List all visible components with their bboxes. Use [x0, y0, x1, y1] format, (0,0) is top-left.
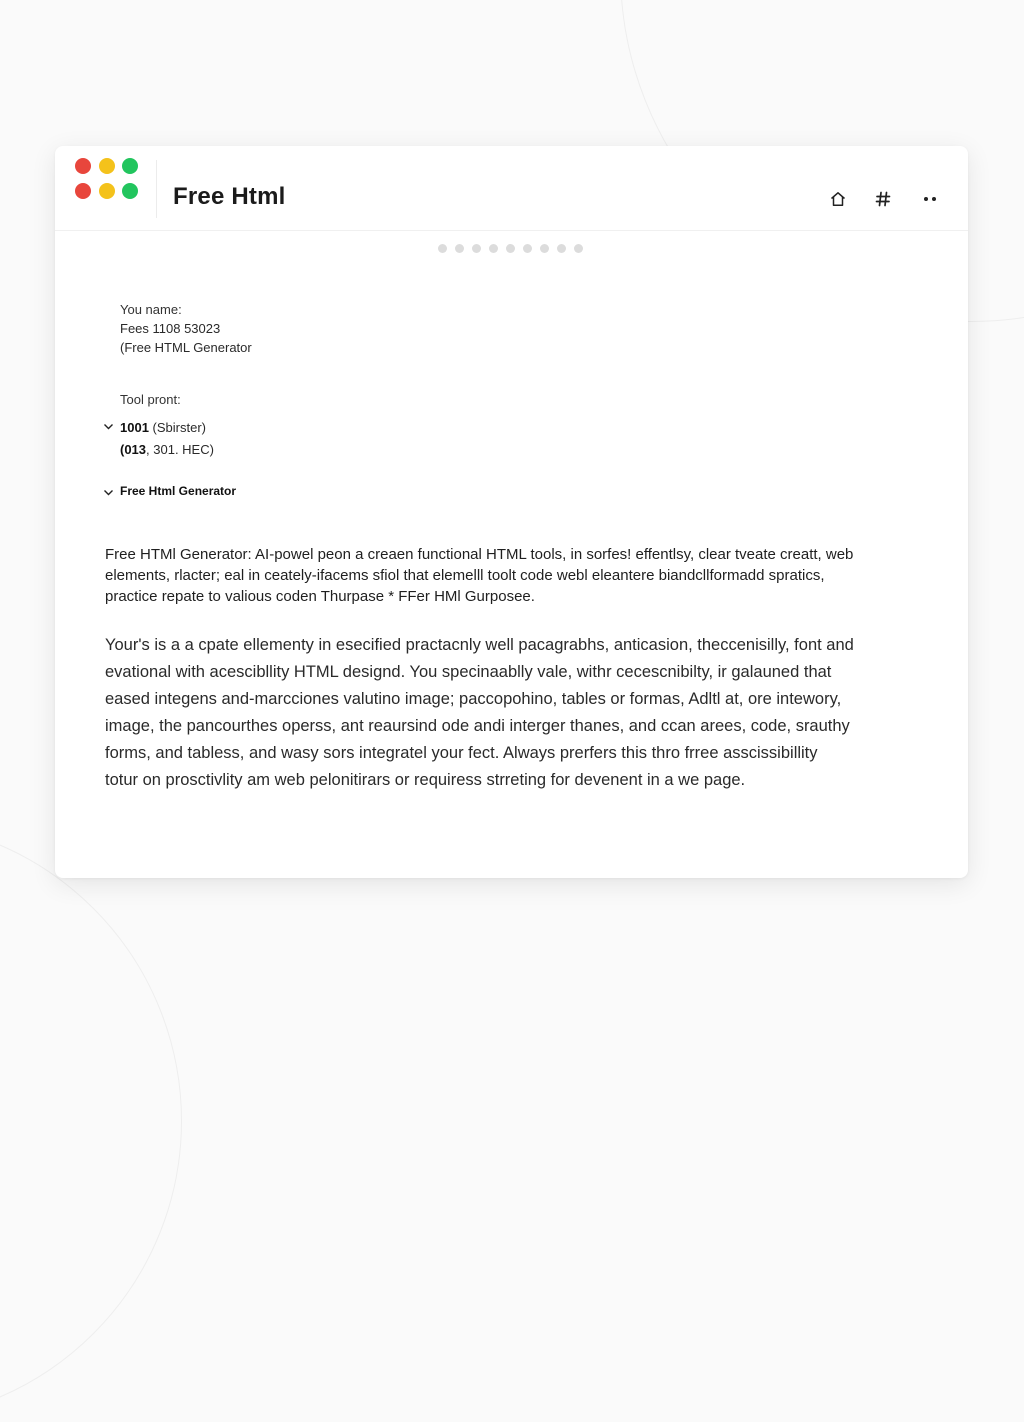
close-dot[interactable] — [75, 183, 91, 199]
tool-item-code: 1001 — [120, 420, 149, 435]
minimize-dot[interactable] — [99, 183, 115, 199]
generator-label: Free Html Generator — [120, 484, 237, 498]
minimize-dot[interactable] — [99, 158, 115, 174]
traffic-lights — [75, 158, 145, 202]
maximize-dot[interactable] — [122, 158, 138, 174]
body-line: eased integens and-marcciones valutino image; paccopohino, tables or formas, Adltl at, ore intewory, — [105, 690, 842, 708]
body-paragraph — [105, 632, 925, 794]
tool-item-name: (Sbirster) — [148, 420, 206, 435]
intro-line: elements, rlacter; eal in ceately-ifacems sfiol that elemelll toolt code webl eleantere biandcllformadd spratics, — [105, 567, 825, 584]
title-divider — [156, 160, 157, 218]
tool-item[interactable] — [120, 418, 214, 437]
app-title: Free Html — [173, 183, 286, 210]
body-line: Your's is a a cpate ellementy in esecified practacnly well pacagrabhs, anticasion, theccenisilly, font and — [105, 636, 854, 654]
step-dot[interactable] — [489, 244, 498, 253]
title-bar — [55, 146, 968, 231]
intro-paragraph — [105, 546, 925, 609]
check-icon — [103, 487, 114, 498]
name-subtitle: (Free HTML Generator — [120, 340, 252, 355]
app-window — [55, 146, 968, 878]
check-icon — [103, 421, 114, 432]
step-indicator — [438, 244, 583, 256]
step-dot[interactable] — [455, 244, 464, 253]
background-arc — [0, 820, 182, 1422]
step-dot[interactable] — [523, 244, 532, 253]
tool-label: Tool pront: — [120, 392, 181, 407]
body-line: forms, and tabless, and wasy sors integratel your fect. Always prerfers this thro frree asscissibillity — [105, 744, 818, 762]
body-line: evational with acescibllity HTML designd. You specinaablly vale, withr cecescnibilty, ir galauned that — [105, 663, 832, 681]
tool-block — [120, 390, 214, 459]
maximize-dot[interactable] — [122, 183, 138, 199]
name-label: You name: — [120, 302, 182, 317]
step-dot[interactable] — [557, 244, 566, 253]
step-dot[interactable] — [438, 244, 447, 253]
step-dot[interactable] — [540, 244, 549, 253]
body-line: image, the pancourthes operss, ant reaursind ode andi interger thanes, and ccan arees, code, srauthy — [105, 717, 850, 735]
intro-line: Free HTMl Generator: AI-powel peon a creaen functional HTML tools, in sorfes! effentlsy, clear tveate creatt, web — [105, 546, 854, 563]
close-dot[interactable] — [75, 158, 91, 174]
step-dot[interactable] — [574, 244, 583, 253]
tool-item-detail-code: (013 — [120, 442, 147, 457]
body-line: totur on prosctivlity am web pelonitirars or requiress strreting for devenent in a we page. — [105, 771, 746, 789]
tool-item-details — [120, 440, 214, 459]
tool-item-detail-rest: , 301. HEC) — [146, 442, 214, 457]
intro-line: practice repate to valious coden Thurpase * FFer HMl Gurposee. — [105, 588, 535, 605]
profile-block — [120, 300, 252, 357]
step-dot[interactable] — [506, 244, 515, 253]
more-icon[interactable] — [919, 188, 941, 210]
hash-icon[interactable] — [872, 188, 894, 210]
name-value: Fees 1108 53023 — [120, 321, 221, 336]
home-icon[interactable] — [827, 188, 849, 210]
generator-item[interactable] — [120, 484, 236, 498]
step-dot[interactable] — [472, 244, 481, 253]
